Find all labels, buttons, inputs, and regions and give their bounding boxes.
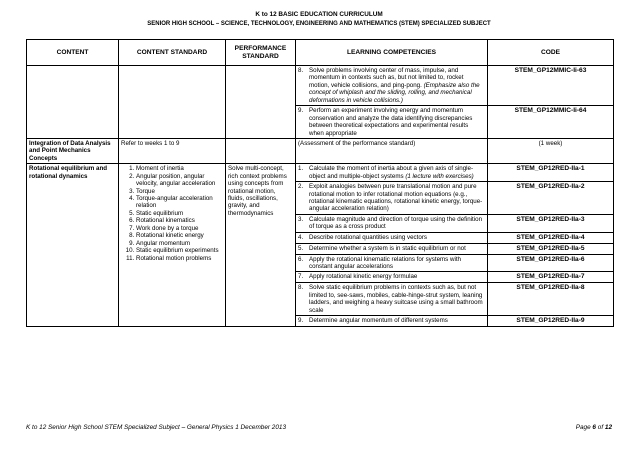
competency-cell: 2. Exploit analogies between pure translational motion and pure rotational motion to infer rotational motion equations (e.g., rotational kinematic equations, rotational kinetic energy, torque-angular acceleration relation) [296, 182, 488, 215]
code-cell: STEM_GP12RED-IIa-8 [488, 283, 614, 316]
empty-performance-cell [226, 138, 296, 163]
competency-cell: 8. Solve static equilibrium problems in contexts such as, but not limited to, see-saws, mobiles, cable-hinge-strut system, leaning ladders, and weighing a heavy suitcase using a small bathroom scale [296, 283, 488, 316]
content-cell: Rotational equilibrium and rotational dynamics [27, 164, 119, 327]
table-row [27, 66, 614, 106]
code-cell: STEM_GP12RED-IIa-2 [488, 182, 614, 215]
list-item: 2. Angular position, angular velocity, angular acceleration [136, 173, 223, 188]
code-cell: STEM_GP12MMIC-Ii-64 [488, 106, 614, 139]
curriculum-table [26, 39, 614, 327]
competency-cell: 3. Calculate magnitude and direction of torque using the definition of torque as a cross product [296, 214, 488, 232]
competency-cell: 5. Determine whether a system is in static equilibrium or not [296, 243, 488, 254]
list-item: 3. Torque [136, 188, 223, 195]
header-learning-competencies: LEARNING COMPETENCIES [296, 40, 488, 66]
competency-cell: 1. Calculate the moment of inertia about a given axis of single-object and multiple-object systems (1 lecture with exercises) [296, 164, 488, 182]
list-item: 9. Angular momentum [136, 240, 223, 247]
code-cell: STEM_GP12RED-IIa-6 [488, 254, 614, 272]
competency-cell: 9. Determine angular momentum of different systems [296, 316, 488, 327]
header-content-standard: CONTENT STANDARD [119, 40, 226, 66]
header-code: CODE [488, 40, 614, 66]
content-standard-cell: Refer to weeks 1 to 9 [119, 138, 226, 163]
list-item: 11. Rotational motion problems [136, 255, 223, 262]
competency-cell: (Assessment of the performance standard) [296, 138, 488, 163]
list-item: 4. Torque-angular acceleration relation [136, 195, 223, 210]
empty-standard-cell [119, 66, 226, 139]
table-row [27, 138, 614, 163]
header-performance-standard: PERFORMANCE STANDARD [226, 40, 296, 66]
competency-cell: 6. Apply the rotational kinematic relations for systems with constant angular accelerations [296, 254, 488, 272]
list-item: 6. Rotational kinematics [136, 217, 223, 224]
code-cell: STEM_GP12RED-IIa-4 [488, 232, 614, 243]
document-subtitle: SENIOR HIGH SCHOOL – SCIENCE, TECHNOLOGY, ENGINEERING AND MATHEMATICS (STEM) SPECIALIZED SUBJECT [147, 21, 491, 27]
list-item: 5. Static equilibrium [136, 210, 223, 217]
list-item: 10. Static equilibrium experiments [136, 247, 223, 254]
performance-standard-cell: Solve multi-concept, rich context problems using concepts from rotational motion, fluids, oscillations, gravity, and thermodynamics [226, 164, 296, 327]
content-standard-cell [119, 164, 226, 327]
table-header-row [27, 40, 614, 66]
competency-cell: 9. Perform an experiment involving energy and momentum conservation and analyze the data identifying discrepancies between theoretical expectations and experimental results when appropriate [296, 106, 488, 139]
code-cell: STEM_GP12RED-IIa-7 [488, 272, 614, 283]
empty-performance-cell [226, 66, 296, 139]
list-item: 7. Work done by a torque [136, 225, 223, 232]
footer-document-info: K to 12 Senior High School STEM Specialized Subject – General Physics 1 December 2013 [26, 424, 287, 431]
competency-cell: 7. Apply rotational kinetic energy formulae [296, 272, 488, 283]
code-cell: STEM_GP12RED-IIa-3 [488, 214, 614, 232]
code-cell: STEM_GP12RED-IIa-5 [488, 243, 614, 254]
document-title: K to 12 BASIC EDUCATION CURRICULUM [255, 11, 383, 18]
content-cell: Integration of Data Analysis and Point Mechanics Concepts [27, 138, 119, 163]
table-row [27, 164, 614, 182]
competency-cell: 4. Describe rotational quantities using vectors [296, 232, 488, 243]
list-item: 1. Moment of inertia [136, 165, 223, 172]
header-content: CONTENT [27, 40, 119, 66]
content-standard-list [121, 165, 223, 262]
code-cell: STEM_GP12RED-IIa-1 [488, 164, 614, 182]
competency-cell: 8. Solve problems involving center of mass, impulse, and momentum in contexts such as, but not limited to, rocket motion, vehicle collisions, and ping-pong. (Emphasize also the concept of whiplash and the sliding, rolling, and mechanical deformations in vehicle collisions.) [296, 66, 488, 106]
code-cell: STEM_GP12MMIC-Ii-63 [488, 66, 614, 106]
empty-content-cell [27, 66, 119, 139]
duration-cell: (1 week) [488, 138, 614, 163]
code-cell: STEM_GP12RED-IIa-9 [488, 316, 614, 327]
list-item: 8. Rotational kinetic energy [136, 232, 223, 239]
footer-page-number: Page 6 of 12 [575, 424, 612, 431]
